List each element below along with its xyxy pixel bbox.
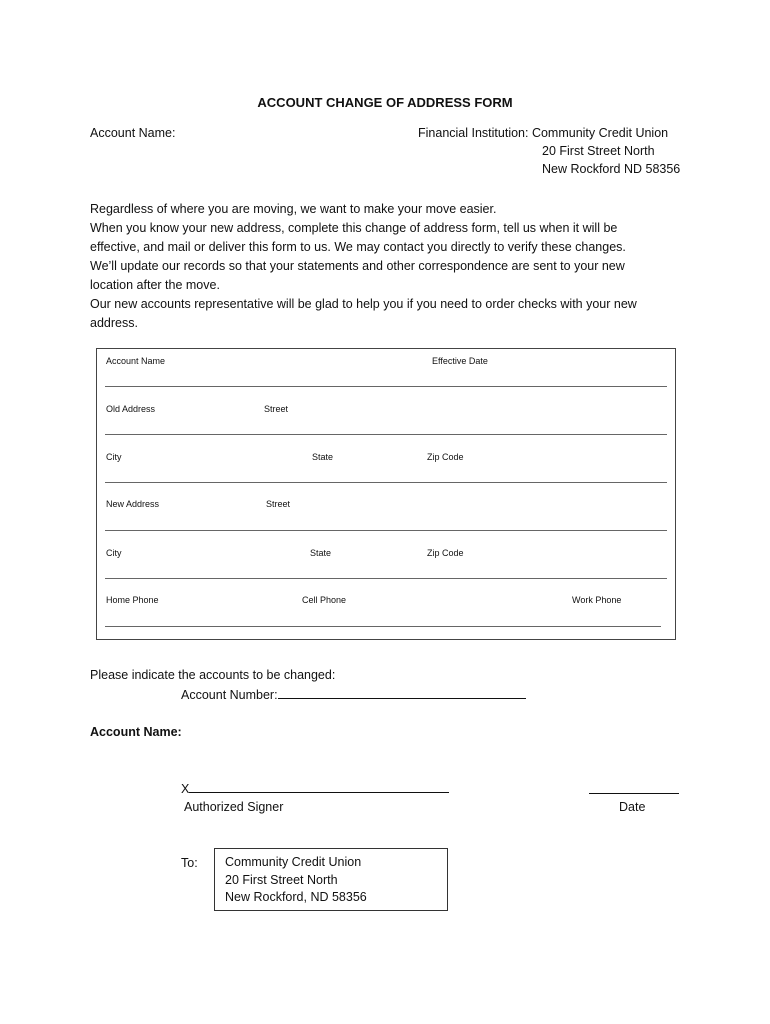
new-state-field-label: State xyxy=(310,548,332,558)
account-number-entry-line[interactable] xyxy=(278,687,526,699)
mailing-address-line-3: New Rockford, ND 58356 xyxy=(225,890,367,904)
work-phone-field-label: Work Phone xyxy=(572,595,622,605)
signature-x-mark: X xyxy=(181,782,190,796)
new-address-field-label: New Address xyxy=(106,499,160,509)
address-change-fields-box xyxy=(96,348,676,640)
financial-institution-label: Financial Institution: Community Credit Union xyxy=(418,126,669,140)
new-street-field-label: Street xyxy=(266,499,291,509)
new-address-entry-line[interactable] xyxy=(105,530,667,531)
old-city-entry-line[interactable] xyxy=(105,482,667,483)
intro-line: We’ll update our records so that your statements and other correspondence are sent to your new xyxy=(90,259,625,273)
new-zip-field-label: Zip Code xyxy=(427,548,464,558)
to-label: To: xyxy=(181,856,198,870)
old-address-field-label: Old Address xyxy=(106,404,156,414)
phone-entry-line[interactable] xyxy=(105,626,661,627)
new-city-field-label: City xyxy=(106,548,122,558)
intro-line: location after the move. xyxy=(90,278,220,292)
old-state-field-label: State xyxy=(312,452,334,462)
signature-entry-line[interactable] xyxy=(189,781,449,793)
intro-paragraph xyxy=(90,200,670,333)
account-name-field-label: Account Name xyxy=(106,356,166,366)
account-name-header-label: Account Name: xyxy=(90,126,176,140)
old-zip-field-label: Zip Code xyxy=(427,452,464,462)
new-city-entry-line[interactable] xyxy=(105,578,667,579)
old-street-field-label: Street xyxy=(264,404,289,414)
intro-line: address. xyxy=(90,316,138,330)
account-name-entry-line[interactable] xyxy=(105,386,667,387)
institution-address-line-2: New Rockford ND 58356 xyxy=(542,162,681,176)
effective-date-field-label: Effective Date xyxy=(432,356,488,366)
intro-line: Regardless of where you are moving, we want to make your move easier. xyxy=(90,202,497,216)
home-phone-field-label: Home Phone xyxy=(106,595,159,605)
form-title: ACCOUNT CHANGE OF ADDRESS FORM xyxy=(257,95,513,110)
signature-row xyxy=(181,781,449,796)
old-city-field-label: City xyxy=(106,452,122,462)
cell-phone-field-label: Cell Phone xyxy=(302,595,347,605)
old-address-entry-line[interactable] xyxy=(105,434,667,435)
institution-address-line-1: 20 First Street North xyxy=(542,144,655,158)
account-number-row xyxy=(181,687,526,702)
authorized-signer-label: Authorized Signer xyxy=(184,800,284,814)
mailing-address-line-1: Community Credit Union xyxy=(225,855,362,869)
account-number-label: Account Number: xyxy=(181,688,278,702)
date-label: Date xyxy=(619,800,646,814)
account-name-section-label: Account Name: xyxy=(90,725,182,739)
intro-line: When you know your new address, complete this change of address form, tell us when it will be xyxy=(90,221,618,235)
intro-line: Our new accounts representative will be glad to help you if you need to order checks with your new xyxy=(90,297,637,311)
date-entry-line[interactable] xyxy=(589,793,679,794)
accounts-prompt: Please indicate the accounts to be changed: xyxy=(90,668,336,682)
intro-line: effective, and mail or deliver this form to us. We may contact you directly to verify these changes. xyxy=(90,240,626,254)
mailing-address-line-2: 20 First Street North xyxy=(225,872,338,887)
mailing-address-box xyxy=(214,848,448,911)
